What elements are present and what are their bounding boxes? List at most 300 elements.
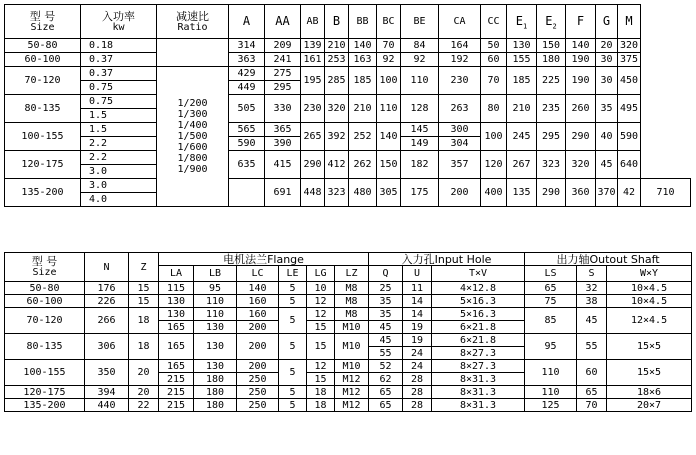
table-cell: 360 [566,179,596,207]
table-cell: 92 [377,53,401,67]
table-cell: 18 [307,399,335,412]
table-cell: 185 [507,67,537,95]
ratio-header: 减速比 Ratio [157,5,229,39]
table-cell: 15 [307,321,335,334]
table-cell: 20 [596,39,618,53]
table-row [5,334,692,347]
table-cell: 400 [481,179,507,207]
col-f: F [566,5,596,39]
table-cell: 449 [229,81,265,95]
table-cell: 35 [369,308,403,321]
table-cell: 140 [237,282,279,295]
col-bc: BC [377,5,401,39]
table-cell: 295 [265,81,301,95]
table-row [5,67,691,81]
table-cell: 200 [237,360,279,373]
table-cell: 262 [349,151,377,179]
table-cell: 590 [229,137,265,151]
table-cell: 50 [481,39,507,53]
table-cell: 252 [349,123,377,151]
table-cell: 0.75 [81,81,157,95]
table-cell: 0.18 [81,39,157,53]
table-row [5,386,692,399]
output-shaft-header: 出力轴Outout Shaft [525,253,692,266]
table-cell: 5 [279,399,307,412]
table-cell: 80-135 [5,334,85,360]
table-cell: 363 [229,53,265,67]
table-cell: 6×21.8 [432,321,525,334]
table-cell: M10 [335,334,369,360]
table-cell: 180 [537,53,566,67]
table-cell: 100-155 [5,360,85,386]
table-cell: 40 [596,123,618,151]
table-cell: 0.37 [81,53,157,67]
table-cell: 70 [577,399,607,412]
col-ls: LS [525,266,577,282]
table-cell: 250 [237,399,279,412]
table-cell: 130 [159,295,194,308]
table-cell: 450 [618,67,641,95]
table-cell: 24 [403,347,432,360]
table-cell: 50-80 [5,39,81,53]
table-cell: M8 [335,295,369,308]
table-cell: 100 [481,123,507,151]
table-cell: 50-80 [5,282,85,295]
table-cell: 65 [369,386,403,399]
table-cell: 19 [403,321,432,334]
table-cell: 290 [566,123,596,151]
table-cell: 265 [301,123,325,151]
col-be: BE [401,5,439,39]
table-cell: 110 [194,295,237,308]
table-cell: 230 [301,95,325,123]
col-e1: $E_1$ [507,5,537,39]
table-cell: 495 [618,95,641,123]
table-cell: 3.0 [81,165,157,179]
table-cell: 260 [566,95,596,123]
table-cell: 505 [229,95,265,123]
table-cell: 3.0 [81,179,157,193]
dimension-table-bottom [4,252,692,412]
table-cell: 323 [325,179,349,207]
table-cell: 180 [194,399,237,412]
table-cell: 150 [537,39,566,53]
table-cell: 365 [265,123,301,137]
table-row [5,360,692,373]
table-cell: 210 [507,95,537,123]
table-cell: 12 [307,295,335,308]
table-cell: 320 [566,151,596,179]
table-cell: 19 [403,334,432,347]
table-cell: 55 [369,347,403,360]
table-cell: 245 [507,123,537,151]
col-a: A [229,5,265,39]
table-cell: 14 [403,308,432,321]
table-cell: 135-200 [5,399,85,412]
table-cell: 180 [194,386,237,399]
flange-header: 电机法兰Flange [159,253,369,266]
col-m: M [618,5,641,39]
table-cell: 32 [577,282,607,295]
table-cell: 120 [481,151,507,179]
table-cell: 65 [525,282,577,295]
table-cell: 306 [85,334,129,360]
table-cell: 85 [525,308,577,334]
col-lc: LC [237,266,279,282]
table-cell: 110 [525,386,577,399]
table-cell: 30 [596,67,618,95]
table-cell: M12 [335,399,369,412]
table-cell: 130 [194,334,237,360]
table-cell: 357 [439,151,481,179]
table-cell: 70-120 [5,67,81,95]
table-cell: 128 [401,95,439,123]
table-cell: 84 [401,39,439,53]
table-cell: 52 [369,360,403,373]
table-cell: 635 [229,151,265,179]
table-cell: 200 [237,321,279,334]
col-bb: BB [349,5,377,39]
table-cell: 115 [159,282,194,295]
table-cell: 415 [265,151,301,179]
table-cell: 28 [403,399,432,412]
table-cell: 8×31.3 [432,373,525,386]
table-cell: 320 [618,39,641,53]
table-cell: M10 [335,360,369,373]
table-cell: 28 [403,386,432,399]
table-cell: 691 [265,179,301,207]
col-lz: LZ [335,266,369,282]
col-z: Z [129,253,159,282]
table-cell: 110 [401,67,439,95]
table-cell: 65 [369,399,403,412]
table-cell: 390 [265,137,301,151]
table-cell: 710 [641,179,691,207]
table-cell: 215 [159,399,194,412]
table-cell: 6×21.8 [432,334,525,347]
ratio-cell-blank [229,179,265,207]
table-cell: 8×31.3 [432,386,525,399]
col-q: Q [369,266,403,282]
table-cell: 10×4.5 [607,295,692,308]
table-cell: 20 [129,386,159,399]
col-txv: T×V [432,266,525,282]
table-cell: 165 [159,360,194,373]
table-cell: 130 [507,39,537,53]
table-cell: 18 [129,334,159,360]
table-cell: 110 [194,308,237,321]
table-cell: 215 [159,373,194,386]
table-cell: 95 [194,282,237,295]
table-cell: 10×4.5 [607,282,692,295]
col-g: G [596,5,618,39]
table-cell: 266 [85,308,129,334]
table-cell: 135-200 [5,179,81,207]
table-cell: 350 [85,360,129,386]
table-cell: 1.5 [81,123,157,137]
table-row [5,123,691,137]
table-cell: 12 [307,360,335,373]
table-cell: 165 [159,334,194,360]
table-cell: 190 [566,53,596,67]
table-cell: 62 [369,373,403,386]
table-cell: 38 [577,295,607,308]
table-cell: 149 [401,137,439,151]
bottom-header-row [5,253,692,266]
table-cell: 165 [159,321,194,334]
ratio-list: 1/200 1/300 1/400 1/500 1/600 1/800 1/900 [157,67,229,207]
table-cell: 5 [279,360,307,386]
table-cell: 15 [307,373,335,386]
table-cell: 1.5 [81,109,157,123]
table-cell: 304 [439,137,481,151]
table-cell: 161 [301,53,325,67]
table-cell: 0.37 [81,67,157,81]
table-cell: 175 [401,179,439,207]
table-cell: 209 [265,39,301,53]
table-cell: 480 [349,179,377,207]
table-cell: 11 [403,282,432,295]
table-cell: 5×16.3 [432,295,525,308]
table-cell: 150 [377,151,401,179]
table-cell: 45 [369,321,403,334]
table-cell: 640 [618,151,641,179]
table-cell: 5 [279,386,307,399]
col-le: LE [279,266,307,282]
table-cell: M8 [335,308,369,321]
table-cell: 305 [377,179,401,207]
table-cell: 12 [307,308,335,321]
table-cell: 140 [566,39,596,53]
table-cell: 200 [237,334,279,360]
table-cell: 8×31.3 [432,399,525,412]
col-aa: AA [265,5,301,39]
col-lb: LB [194,266,237,282]
table-cell: 323 [537,151,566,179]
table-cell: 28 [403,373,432,386]
table-row [5,53,691,67]
col-la: LA [159,266,194,282]
table-cell: 92 [401,53,439,67]
table-cell: 0.75 [81,95,157,109]
table-cell: 14 [403,295,432,308]
col-cc: CC [481,5,507,39]
table-cell: 163 [349,53,377,67]
col-e2: $E_2$ [537,5,566,39]
table-row [5,151,691,165]
table-cell: 130 [159,308,194,321]
table-cell: 230 [439,67,481,95]
table-cell: 110 [377,95,401,123]
table-cell: 290 [301,151,325,179]
table-cell: 215 [159,386,194,399]
table-cell: 15 [129,282,159,295]
table-cell: 18×6 [607,386,692,399]
table-cell: 80 [481,95,507,123]
table-cell: 2.2 [81,137,157,151]
col-b: B [325,5,349,39]
table-cell: 4×12.8 [432,282,525,295]
table-cell: 5 [279,295,307,308]
table-row [5,308,692,321]
table-cell: M8 [335,282,369,295]
col-ab: AB [301,5,325,39]
table-cell: 225 [537,67,566,95]
table-row [5,399,692,412]
table-cell: 15×5 [607,334,692,360]
table-cell: 100 [377,67,401,95]
table-cell: 18 [129,308,159,334]
table-cell: 565 [229,123,265,137]
table-cell: 2.2 [81,151,157,165]
col-wxy: W×Y [607,266,692,282]
table-cell: 130 [194,360,237,373]
table-cell: 330 [265,95,301,123]
table-cell: M12 [335,386,369,399]
table-cell: 10 [307,282,335,295]
table-cell: 320 [325,95,349,123]
table-cell: 285 [325,67,349,95]
table-cell: 182 [401,151,439,179]
table-cell: 110 [525,360,577,386]
table-cell: 60 [481,53,507,67]
table-cell: 24 [403,360,432,373]
table-cell: 300 [439,123,481,137]
table-cell: 65 [577,386,607,399]
table-cell: 60 [577,360,607,386]
table-cell: 5 [279,334,307,360]
table-cell: 35 [369,295,403,308]
col-ca: CA [439,5,481,39]
table-cell: 253 [325,53,349,67]
col-s: S [577,266,607,282]
table-cell: 5 [279,282,307,295]
table-cell: 210 [325,39,349,53]
table-cell: 4.0 [81,193,157,207]
table-cell: 226 [85,295,129,308]
table-cell: 275 [265,67,301,81]
table-row [5,282,692,295]
table-cell: 12×4.5 [607,308,692,334]
top-header-row [5,5,691,39]
table-cell: 140 [349,39,377,53]
table-row [5,95,691,109]
table-cell: 5×16.3 [432,308,525,321]
table-cell: 267 [507,151,537,179]
table-cell: 235 [537,95,566,123]
table-cell: 290 [537,179,566,207]
table-cell: 60-100 [5,295,85,308]
table-cell: 35 [596,95,618,123]
table-cell: 25 [369,282,403,295]
table-cell: 429 [229,67,265,81]
table-cell: 120-175 [5,386,85,399]
table-cell: 241 [265,53,301,67]
table-cell: 195 [301,67,325,95]
model-header: 型 号 Size [5,253,85,282]
table-cell: 440 [85,399,129,412]
table-cell: 185 [349,67,377,95]
table-cell: 45 [577,308,607,334]
col-n: N [85,253,129,282]
table-cell: 448 [301,179,325,207]
table-cell: 590 [618,123,641,151]
table-cell: 295 [537,123,566,151]
table-cell: 80-135 [5,95,81,123]
table-cell: 70-120 [5,308,85,334]
table-cell: 125 [525,399,577,412]
dimension-table-top [4,4,691,207]
table-cell: 200 [439,179,481,207]
table-cell: 22 [129,399,159,412]
table-cell: 192 [439,53,481,67]
table-cell: 15 [307,334,335,360]
table-cell: 70 [481,67,507,95]
table-cell: 130 [194,321,237,334]
table-cell: 45 [369,334,403,347]
table-row [5,39,691,53]
table-cell: 95 [525,334,577,360]
table-cell: 160 [237,308,279,321]
table-cell: 190 [566,67,596,95]
table-cell: 135 [507,179,537,207]
table-cell: 20×7 [607,399,692,412]
table-cell: M10 [335,321,369,334]
table-cell: 70 [377,39,401,53]
ratio-cell-blank [157,39,229,67]
table-cell: 18 [307,386,335,399]
table-cell: 55 [577,334,607,360]
col-lg: LG [307,266,335,282]
table-cell: 375 [618,53,641,67]
model-header: 型 号 Size [5,5,81,39]
table-cell: 394 [85,386,129,399]
table-cell: 15 [129,295,159,308]
power-header: 入功率 kw [81,5,157,39]
table-cell: 8×27.3 [432,360,525,373]
table-cell: 15×5 [607,360,692,386]
table-cell: 180 [194,373,237,386]
table-cell: 45 [596,151,618,179]
table-cell: 20 [129,360,159,386]
table-cell: 75 [525,295,577,308]
col-u: U [403,266,432,282]
table-cell: 155 [507,53,537,67]
table-cell: 164 [439,39,481,53]
table-cell: 176 [85,282,129,295]
table-row [5,179,691,193]
table-cell: 8×27.3 [432,347,525,360]
table-cell: 30 [596,53,618,67]
table-cell: 5 [279,308,307,334]
table-cell: 370 [596,179,618,207]
table-cell: 42 [618,179,641,207]
table-cell: 160 [237,295,279,308]
table-cell: 392 [325,123,349,151]
table-cell: M12 [335,373,369,386]
table-cell: 250 [237,373,279,386]
table-cell: 250 [237,386,279,399]
table-row [5,295,692,308]
table-cell: 314 [229,39,265,53]
table-cell: 60-100 [5,53,81,67]
table-cell: 210 [349,95,377,123]
table-cell: 412 [325,151,349,179]
table-cell: 139 [301,39,325,53]
table-cell: 263 [439,95,481,123]
input-hole-header: 入力孔Input Hole [369,253,525,266]
table-cell: 140 [377,123,401,151]
